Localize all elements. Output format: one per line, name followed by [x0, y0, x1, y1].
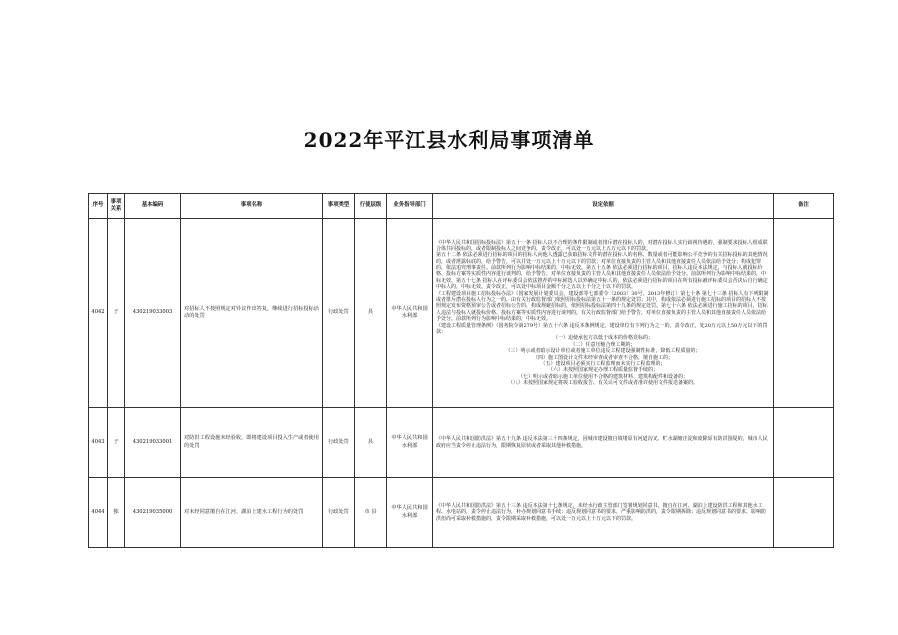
header-relation: 事项关系: [108, 194, 125, 219]
basis-paragraph: （五）建设项目必须实行工程监理而未实行工程监理的；: [540, 360, 666, 367]
cell-remark: [774, 408, 834, 478]
header-type: 事项类型: [323, 194, 355, 219]
basis-paragraph: 《中华人民共和国防洪法》第五十三条 违反本法第十七条规定，未经水行政主管部门签署规划同意书，擅自在江河、湖泊上建设防洪工程和其他水工程、水电站的，责令停止违法行为，补办规划同意书手续；违反规划同意书的要求，严重影响防洪的，责令限期拆除；违反规划同意书的要求，影响防洪但尚可采取补救措施的，责令限期采取补救措施，可以处一万元以上十万元以下的罚款。: [436, 502, 767, 522]
basis-paragraph: 《建设工程质量管理条例》（国务院令第279号）第五十六条 违反本条例规定，建设单位有下列行为之一的，责令改正，处20万元以上50万元以下的罚款：: [436, 322, 768, 335]
table-header-row: [89, 194, 834, 219]
cell-type: 行政处罚: [323, 219, 355, 408]
cell-name: 对招标人不按照规定对异议作出答复，继续进行招标投标活动的处罚: [181, 219, 323, 408]
matters-table: [88, 193, 834, 548]
cell-dept: 中华人民共和国水利部: [387, 219, 433, 408]
basis-paragraph: 《工程建设项目施工招标投标办法》（国家发展计划委员会、建设部等七部委令〔2003〕30号，2013年修订）第七十条 第七十三条 招标人有下列限制或者排斥潜在投标人行为之一的，由有关行政监督部门依照招标投标法第五十一条的规定处罚；其中，构成依法必须进行施工招标的项目的招标人不按照规定发布资格预审公告或者招标公告的，构成规避招标的，依照招标投标法第四十九条的规定处罚。第七十六条 依法必须进行施工招标的项目，招标人违法与投标人就投标价格、投标方案等实质性内容进行谈判的，有关行政监督部门给予警告，对单位直接负责的主管人员和其他直接责任人员依法给予处分。前款所列行为影响中标结果的，中标无效。: [436, 290, 769, 323]
basis-paragraph: 《中华人民共和国防洪法》第五十九条 违反本法第三十四条规定，因城市建设擅自填堵原有河道沟叉、贮水湖塘洼淀和废除原有防洪围堤的，城市人民政府应当责令停止违法行为，限期恢复原状或者采取其他补救措施。: [436, 436, 768, 449]
cell-dept: 中华人民共和国水利部: [387, 478, 433, 548]
cell-code: 430219035000: [125, 478, 181, 548]
cell-relation: 独: [108, 478, 125, 548]
header-code: 基本编码: [125, 194, 181, 219]
table-row: [89, 408, 834, 478]
header-name: 事项名称: [181, 194, 323, 219]
cell-code: 430219033003: [125, 219, 181, 408]
basis-paragraph: （七）明示或者暗示施工单位使用不合格的建筑材料、建筑构配件和设备的；: [517, 373, 688, 380]
header-level: 行使层级: [355, 194, 387, 219]
cell-relation: 子: [108, 219, 125, 408]
cell-dept: 中华人民共和国水利部: [387, 408, 433, 478]
cell-basis: [433, 478, 774, 548]
basis-paragraph: （一）迫使承包方以低于成本的价格竞标的；: [552, 335, 653, 342]
cell-remark: [774, 478, 834, 548]
basis-paragraph: （八）未按照国家规定将竣工验收报告、有关认可文件或者准许使用文件报送备案的。: [507, 380, 698, 387]
basis-paragraph: （六）未按照国家规定办理工程质量监督手续的；: [547, 367, 658, 374]
cell-basis: [433, 219, 774, 408]
header-remark: 备注: [774, 194, 834, 219]
basis-paragraph: （三）明示或者暗示设计单位或者施工单位违反工程建设强制性标准，降低工程质量的；: [505, 348, 701, 355]
cell-type: 行政处罚: [323, 478, 355, 548]
header-no: 序号: [89, 194, 108, 219]
cell-level: 市 县: [355, 478, 387, 548]
cell-type: 行政处罚: [323, 408, 355, 478]
header-dept: 业务指导部门: [387, 194, 433, 219]
table-row: [89, 219, 834, 408]
cell-level: 县: [355, 219, 387, 408]
cell-name: 对未经同意擅自在江河、湖泊上建水工程行为的处罚: [181, 478, 323, 548]
page-title: 2022年平江县水利局事项清单: [303, 128, 595, 152]
cell-no: 4042: [89, 219, 108, 408]
cell-level: 县: [355, 408, 387, 478]
basis-paragraph: （四）施工图设计文件未经审查或者审查不合格，擅自施工的；: [532, 354, 673, 361]
cell-no: 4044: [89, 478, 108, 548]
basis-paragraph: 第五十二条 依法必须进行招标的项目的招标人向他人透露已获取招标文件的潜在投标人的名称、数量或者可能影响公平竞争的有关招标投标的其他情况的，或者泄露标底的，给予警告，可以并处一万元以上十万元以下的罚款；对单位直接负责的主管人员和其他直接责任人员依法给予处分；构成犯罪的，依法追究刑事责任。前款所列行为影响中标结果的，中标无效。第五十五条 依法必须进行招标的项目，招标人违反本法规定，与投标人就投标价格、投标方案等实质性内容进行谈判的，给予警告，对单位直接负责的主管人员和其他直接责任人员依法给予处分。前款所列行为影响中标结果的，中标无效。第五十七条 招标人在评标委员会依法推荐的中标候选人以外确定中标人的，依法必须进行招标的项目在所有投标被评标委员会否决后自行确定中标人的，中标无效。责令改正，可以处中标项目金额千分之五以上千分之十以下的罚款。: [436, 252, 768, 291]
cell-remark: [774, 219, 834, 408]
cell-basis: [433, 408, 774, 478]
basis-paragraph: （二）任意压缩合理工期的；: [570, 341, 636, 348]
cell-no: 4043: [89, 408, 108, 478]
header-basis: 设定依据: [433, 194, 774, 219]
cell-relation: 子: [108, 408, 125, 478]
cell-code: 430219033001: [125, 408, 181, 478]
basis-paragraph: 《中华人民共和国招标投标法》第五十一条 招标人以不合理的条件限制或者排斥潜在投标人的，对潜在投标人实行歧视待遇的，强制要求投标人组成联合体共同投标的，或者限制投标人之间竞争的，责令改正，可以处一万元以上五万元以下的罚款。: [436, 239, 768, 252]
table-row: [89, 478, 834, 548]
cell-name: 对防洪工程设施未经验收，即将建设项目投入生产或者使用的处罚: [181, 408, 323, 478]
